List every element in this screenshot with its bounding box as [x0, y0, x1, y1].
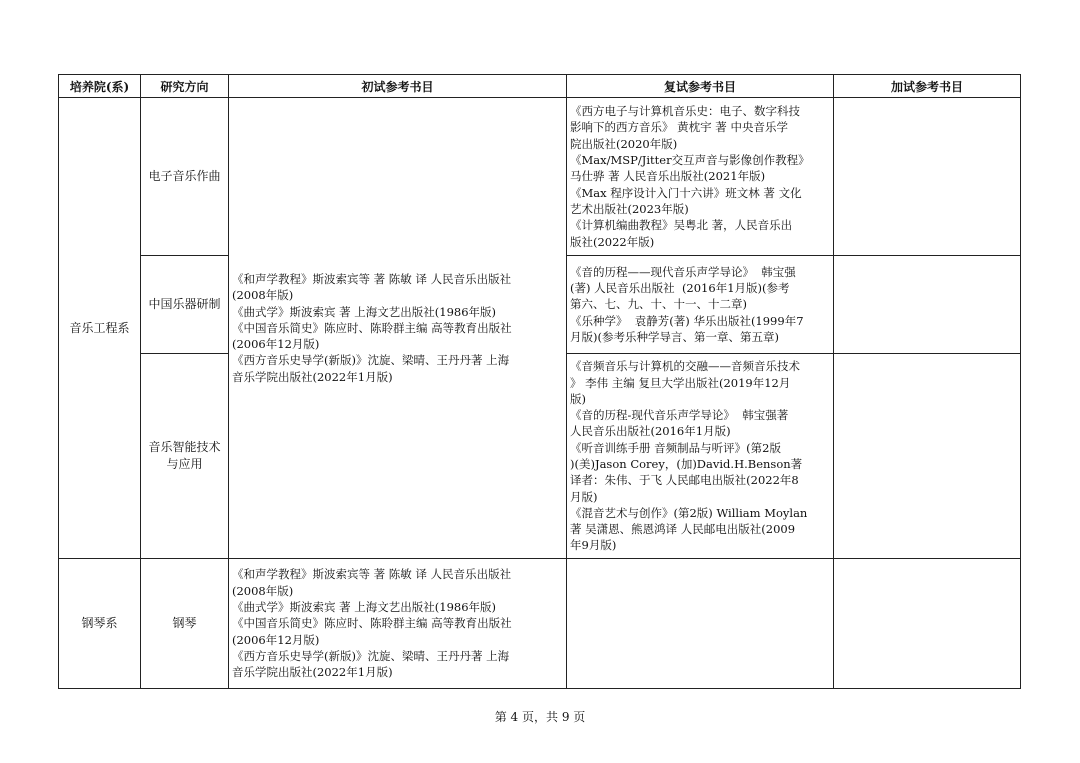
- extra-books-cell: [834, 559, 1021, 689]
- book-line: 版): [570, 391, 586, 406]
- direction-cell: [141, 98, 229, 256]
- book-line: 院出版社(2020年版): [570, 136, 678, 151]
- book-line: 音乐学院出版社(2022年1月版): [232, 369, 393, 384]
- department-cell: 音乐工程系: [59, 98, 141, 559]
- book-line: 影响下的西方音乐》 黄枕宇 著 中央音乐学: [570, 120, 788, 135]
- retest-books-cell: [567, 256, 834, 354]
- book-line: 音乐学院出版社(2022年1月版): [232, 665, 393, 680]
- book-line: 《中国音乐简史》陈应时、陈聆群主编 高等教育出版社: [232, 320, 512, 335]
- book-line: 《音的历程-现代音乐声学导论》 韩宝强著: [570, 408, 789, 423]
- header-department: 培养院(系): [59, 75, 141, 98]
- direction-cell: 钢琴: [141, 559, 229, 689]
- book-line: 《音的历程——现代音乐声学导论》 韩宝强: [570, 264, 796, 279]
- table-row: [59, 559, 1021, 689]
- extra-books-cell: [834, 98, 1021, 256]
- book-line: (2006年12月版): [232, 632, 320, 647]
- book-line: (2006年12月版): [232, 337, 320, 352]
- retest-books-cell: [567, 354, 834, 559]
- book-line: 《曲式学》斯波索宾 著 上海文艺出版社(1986年版): [232, 600, 497, 615]
- book-line: (2008年版): [232, 583, 294, 598]
- book-line: 《计算机编曲教程》吴粤北 著，人民音乐出: [570, 218, 793, 233]
- book-line: (2008年版): [232, 288, 294, 303]
- extra-books-cell: [834, 354, 1021, 559]
- initial-books-cell: [229, 98, 567, 559]
- book-line: 《和声学教程》斯波索宾等 著 陈敏 译 人民音乐出版社: [232, 271, 512, 286]
- book-line: 《Max 程序设计入门十六讲》班文林 著 文化: [570, 185, 802, 200]
- header-direction: 研究方向: [141, 75, 229, 98]
- book-line: 月版): [570, 489, 598, 504]
- direction-name: 中国乐器研制: [148, 297, 221, 311]
- book-line: 版社(2022年版): [570, 234, 655, 249]
- book-line: )(美)Jason Corey，(加)David.H.Benson著: [570, 457, 803, 471]
- book-line: 马仕骅 著 人民音乐出版社(2021年版): [570, 169, 766, 184]
- retest-books-cell: [567, 559, 834, 689]
- book-line: 著 吴潇恩、熊恩鸿译 人民邮电出版社(2009: [570, 522, 796, 537]
- book-line: (著) 人民音乐出版社 (2016年1月版)(参考: [570, 281, 790, 296]
- direction-name: 与应用: [166, 457, 203, 471]
- book-line: 第六、七、九、十、十一、十二章): [570, 297, 747, 312]
- book-line: 人民音乐出版社(2016年1月版): [570, 424, 731, 439]
- extra-books-cell: [834, 256, 1021, 354]
- book-line: 《混音艺术与创作》(第2版) William Moylan: [570, 505, 808, 520]
- header-initial-books: 初试参考书目: [229, 75, 567, 98]
- header-retest-books: 复试参考书目: [567, 75, 834, 98]
- direction-name: 电子音乐作曲: [148, 169, 221, 183]
- book-line: 《Max/MSP/Jitter交互声音与影像创作教程》: [570, 153, 810, 168]
- initial-books-cell: [229, 559, 567, 689]
- book-line: 《曲式学》斯波索宾 著 上海文艺出版社(1986年版): [232, 304, 497, 319]
- book-line: 《音频音乐与计算机的交融——音频音乐技术: [570, 359, 800, 374]
- direction-name: 音乐智能技术: [148, 440, 221, 454]
- retest-books-cell: [567, 98, 834, 256]
- book-line: 《西方电子与计算机音乐史：电子、数字科技: [570, 104, 800, 119]
- direction-cell: [141, 256, 229, 354]
- reference-book-table: [58, 74, 1021, 689]
- book-line: 月版)(参考乐种学导言、第一章、第五章): [570, 329, 779, 344]
- book-line: 《西方音乐史导学(新版)》沈旋、梁晴、王丹丹著 上海: [232, 648, 510, 663]
- department-cell: 钢琴系: [59, 559, 141, 689]
- book-line: 艺术出版社(2023年版): [570, 201, 689, 216]
- book-line: 年9月版): [570, 538, 617, 553]
- table-row: [59, 98, 1021, 256]
- direction-cell: [141, 354, 229, 559]
- book-line: 译者：朱伟、于飞 人民邮电出版社(2022年8: [570, 473, 799, 488]
- book-line: 《听音训练手册 音频制品与听评》(第2版: [570, 440, 781, 455]
- header-extra-books: 加试参考书目: [834, 75, 1021, 98]
- book-line: 《乐种学》 袁静芳(著) 华乐出版社(1999年7: [570, 313, 804, 328]
- book-line: 《西方音乐史导学(新版)》沈旋、梁晴、王丹丹著 上海: [232, 353, 510, 368]
- header-row: [59, 75, 1021, 98]
- book-line: 《中国音乐简史》陈应时、陈聆群主编 高等教育出版社: [232, 616, 512, 631]
- book-line: 》 李伟 主编 复旦大学出版社(2019年12月: [570, 375, 791, 390]
- page-number-footer: 第 4 页，共 9 页: [494, 710, 586, 724]
- book-line: 《和声学教程》斯波索宾等 著 陈敏 译 人民音乐出版社: [232, 567, 512, 582]
